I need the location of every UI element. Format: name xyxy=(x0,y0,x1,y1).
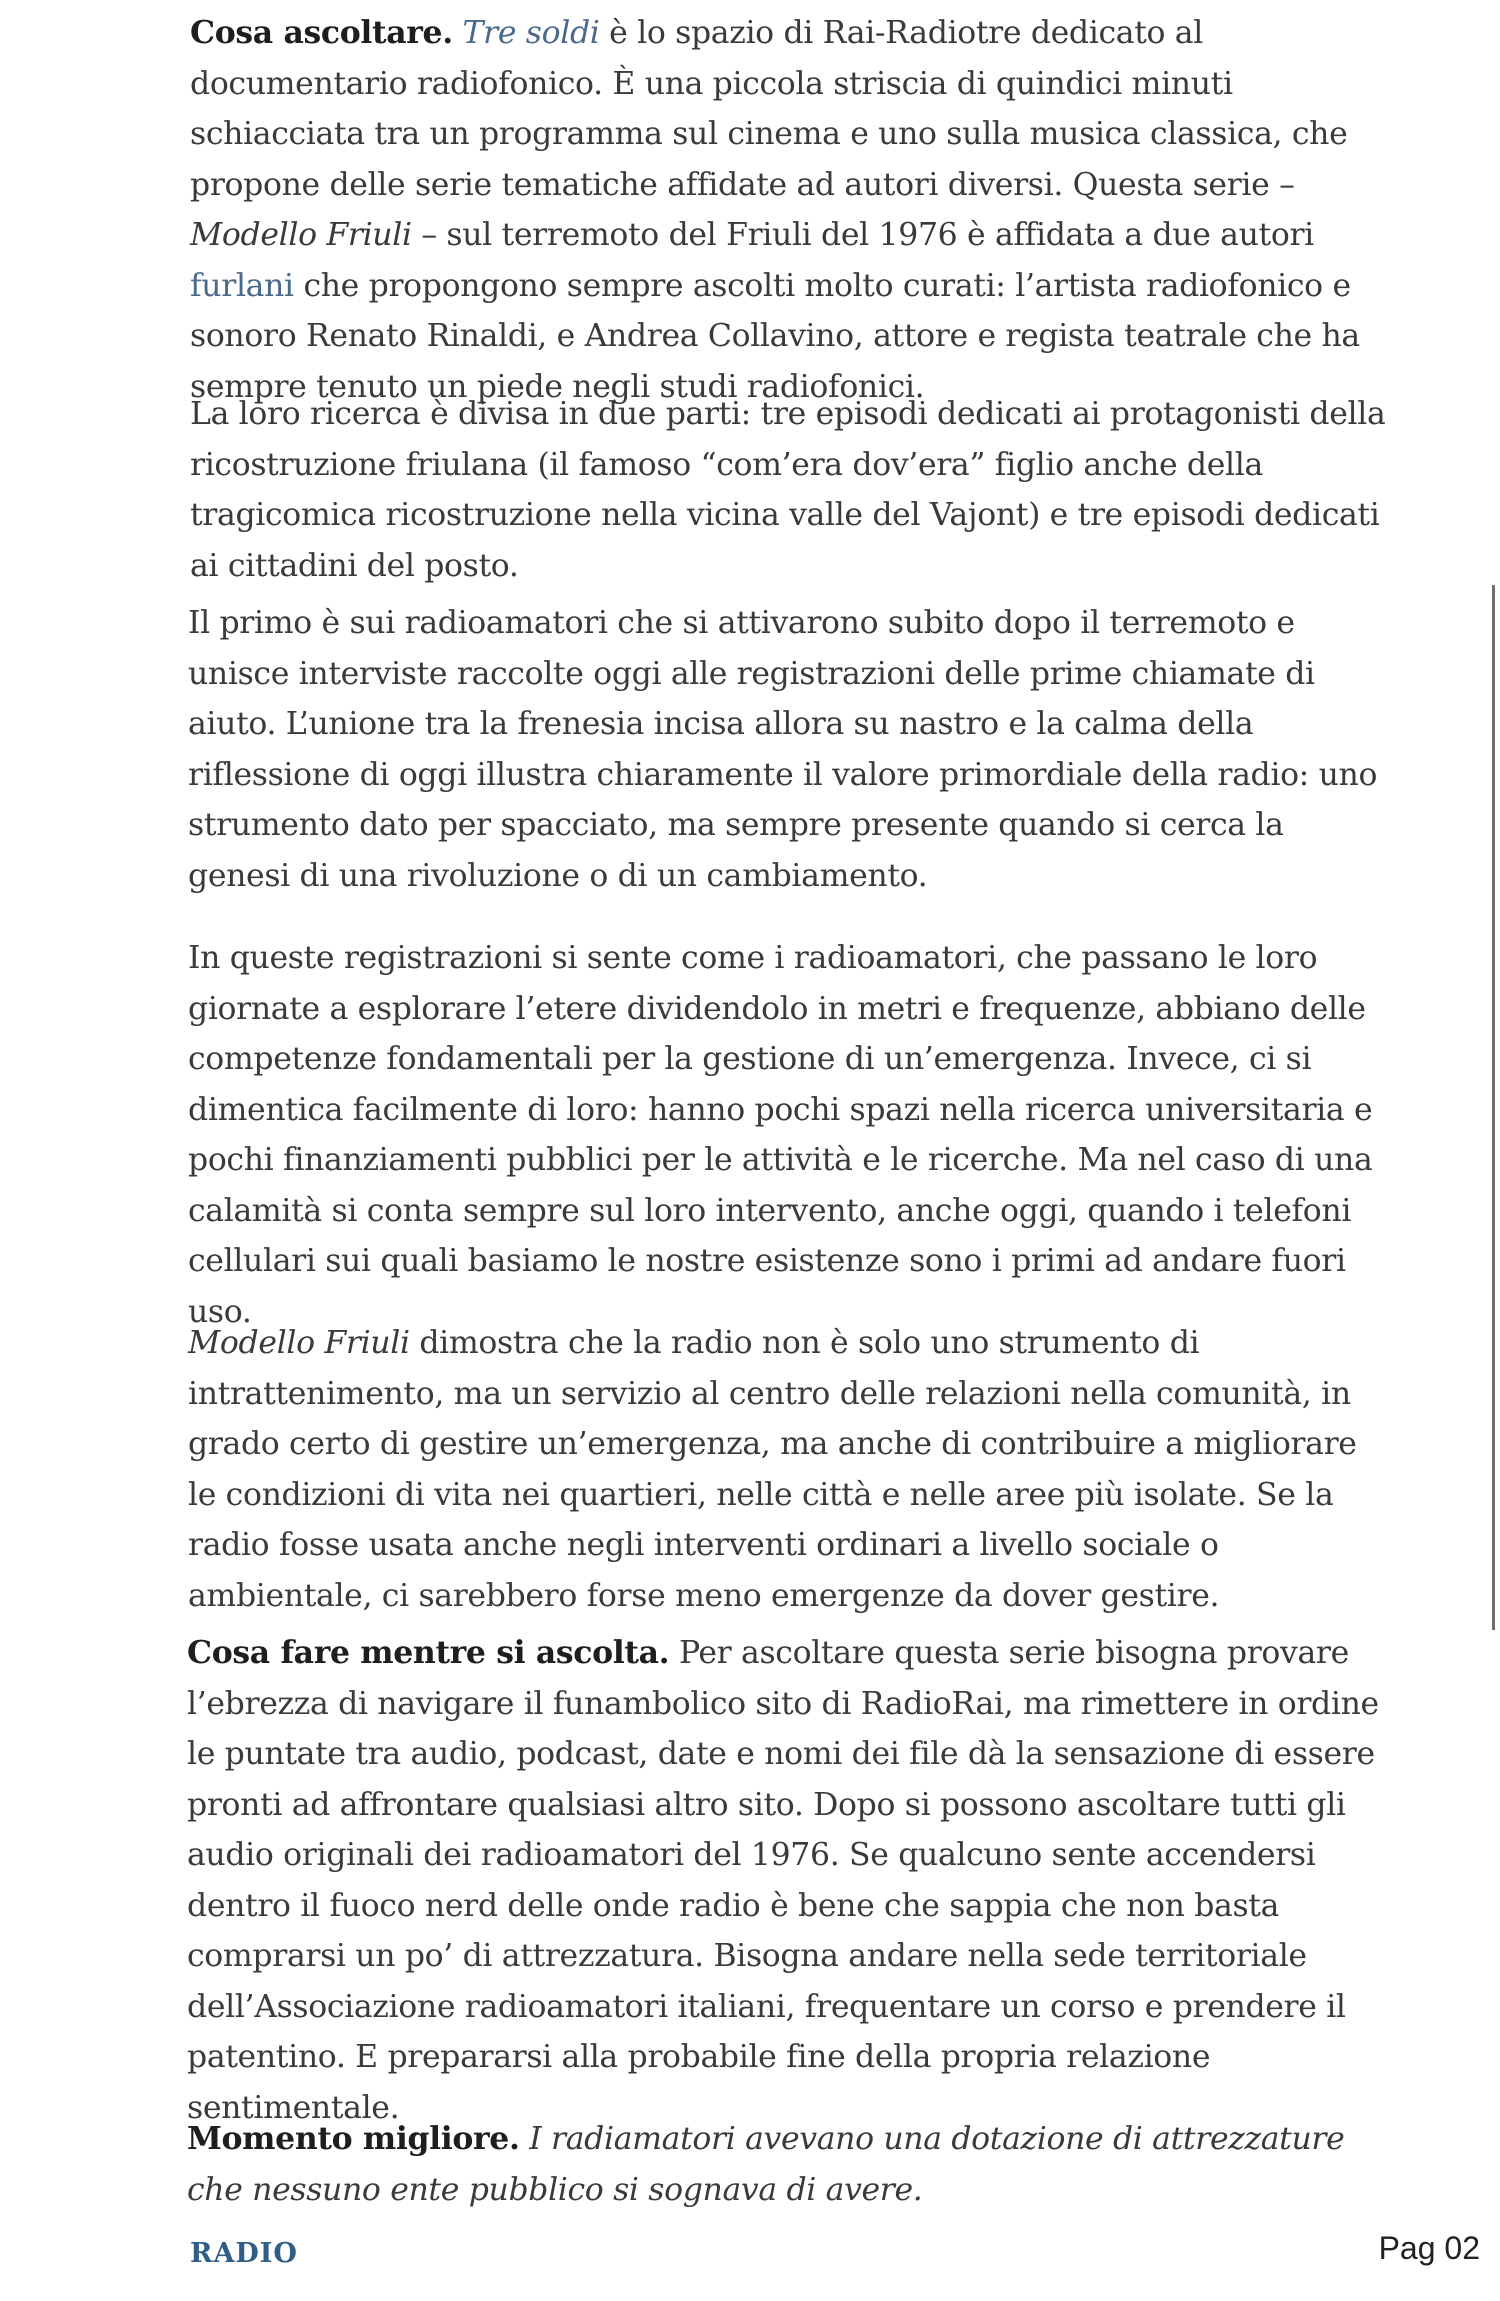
paragraph-text: Per ascoltare questa serie bisogna provare l’ebrezza di navigare il funambolico sito di RadioRai, ma rimettere in ordine le puntate tra audio, podcast, date e nomi dei file dà la sensazione di essere pronti ad affrontare qualsiasi altro sito. Dopo si possono ascoltare tutti gli audio originali dei radioamatori del 1976. Se qualcuno sente accendersi dentro il fuoco nerd delle onde radio è bene che sappia che non basta comprarsi un po’ di attrezzatura. Bisogna andare nella sede territoriale dell’Associazione radioamatori italiani, frequentare un corso e prendere il patentino. E prepararsi alla probabile fine della propria relazione sentimentale. xyxy=(187,1635,1379,2126)
page-number: Pag 02 xyxy=(1378,2230,1480,2266)
italic-quote: I radiamatori avevano una dotazione di attrezzature che nessuno ente pubblico si sognava di avere. xyxy=(187,2121,1345,2208)
paragraph-registrazioni xyxy=(188,933,1388,1337)
scan-edge-line xyxy=(1492,585,1495,1630)
link-tre-soldi[interactable]: Tre soldi xyxy=(462,15,600,51)
section-label-cosa-ascoltare: Cosa ascoltare. xyxy=(190,14,453,51)
paragraph-text: Il primo è sui radioamatori che si attivarono subito dopo il terremoto e unisce interviste raccolte oggi alle registrazioni delle prime chiamate di aiuto. L’unione tra la frenesia incisa allora su nastro e la calma della riflessione di oggi illustra chiaramente il valore primordiale della radio: uno strumento dato per spacciato, ma sempre presente quando si cerca la genesi di una rivoluzione o di un cambiamento. xyxy=(188,605,1378,894)
paragraph-text: che propongono sempre ascolti molto curati: l’artista radiofonico e sonoro Renato Rinaldi, e Andrea Collavino, attore e regista teatrale che ha sempre tenuto un piede negli studi radiofonici. xyxy=(190,267,1360,405)
paragraph-modello-friuli xyxy=(188,1318,1388,1621)
paragraph-cosa-fare xyxy=(187,1628,1387,2133)
section-label-momento-migliore: Momento migliore. xyxy=(187,2120,520,2157)
paragraph-text: – sul terremoto del Friuli del 1976 è affidata a due autori xyxy=(411,217,1314,253)
paragraph-primo xyxy=(188,598,1388,901)
paragraph-text: è lo spazio di Rai-Radiotre dedicato al documentario radiofonico. È una piccola striscia di quindici minuti schiacciata tra un programma sul cinema e uno sulla musica classica, che propone delle serie tematiche affidate ad autori diversi. Questa serie – xyxy=(190,15,1348,203)
paragraph-text: La loro ricerca è divisa in due parti: tre episodi dedicati ai protagonisti della ricostruzione friulana (il famoso “com’era dov’era” figlio anche della tragicomica ricostruzione nella vicina valle del Vajont) e tre episodi dedicati ai cittadini del posto. xyxy=(190,396,1386,584)
paragraph-ricerca xyxy=(190,389,1390,591)
paragraph-momento-migliore xyxy=(187,2114,1387,2215)
paragraph-text: In queste registrazioni si sente come i radioamatori, che passano le loro giornate a esplorare l’etere dividendolo in metri e frequenze, abbiano delle competenze fondamentali per la gestione di un’emergenza. Invece, ci si dimentica facilmente di loro: hanno pochi spazi nella ricerca universitaria e pochi finanziamenti pubblici per le attività e le ricerche. Ma nel caso di una calamità si conta sempre sul loro intervento, anche oggi, quando i telefoni cellulari sui quali basiamo le nostre esistenze sono i primi ad andare fuori uso. xyxy=(188,940,1373,1330)
footer-section-label: RADIO xyxy=(190,2238,298,2269)
italic-title: Modello Friuli xyxy=(188,1325,410,1361)
paragraph-cosa-ascoltare xyxy=(190,8,1390,412)
paragraph-text: dimostra che la radio non è solo uno strumento di intrattenimento, ma un servizio al centro delle relazioni nella comunità, in grado certo di gestire un’emergenza, ma anche di contribuire a migliorare le condizioni di vita nei quartieri, nelle città e nelle aree più isolate. Se la radio fosse usata anche negli interventi ordinari a livello sociale o ambientale, ci sarebbero forse meno emergenze da dover gestire. xyxy=(188,1325,1357,1614)
link-furlani[interactable]: furlani xyxy=(190,267,294,304)
italic-title: Modello Friuli xyxy=(190,217,412,253)
section-label-cosa-fare: Cosa fare mentre si ascolta. xyxy=(187,1634,670,1671)
